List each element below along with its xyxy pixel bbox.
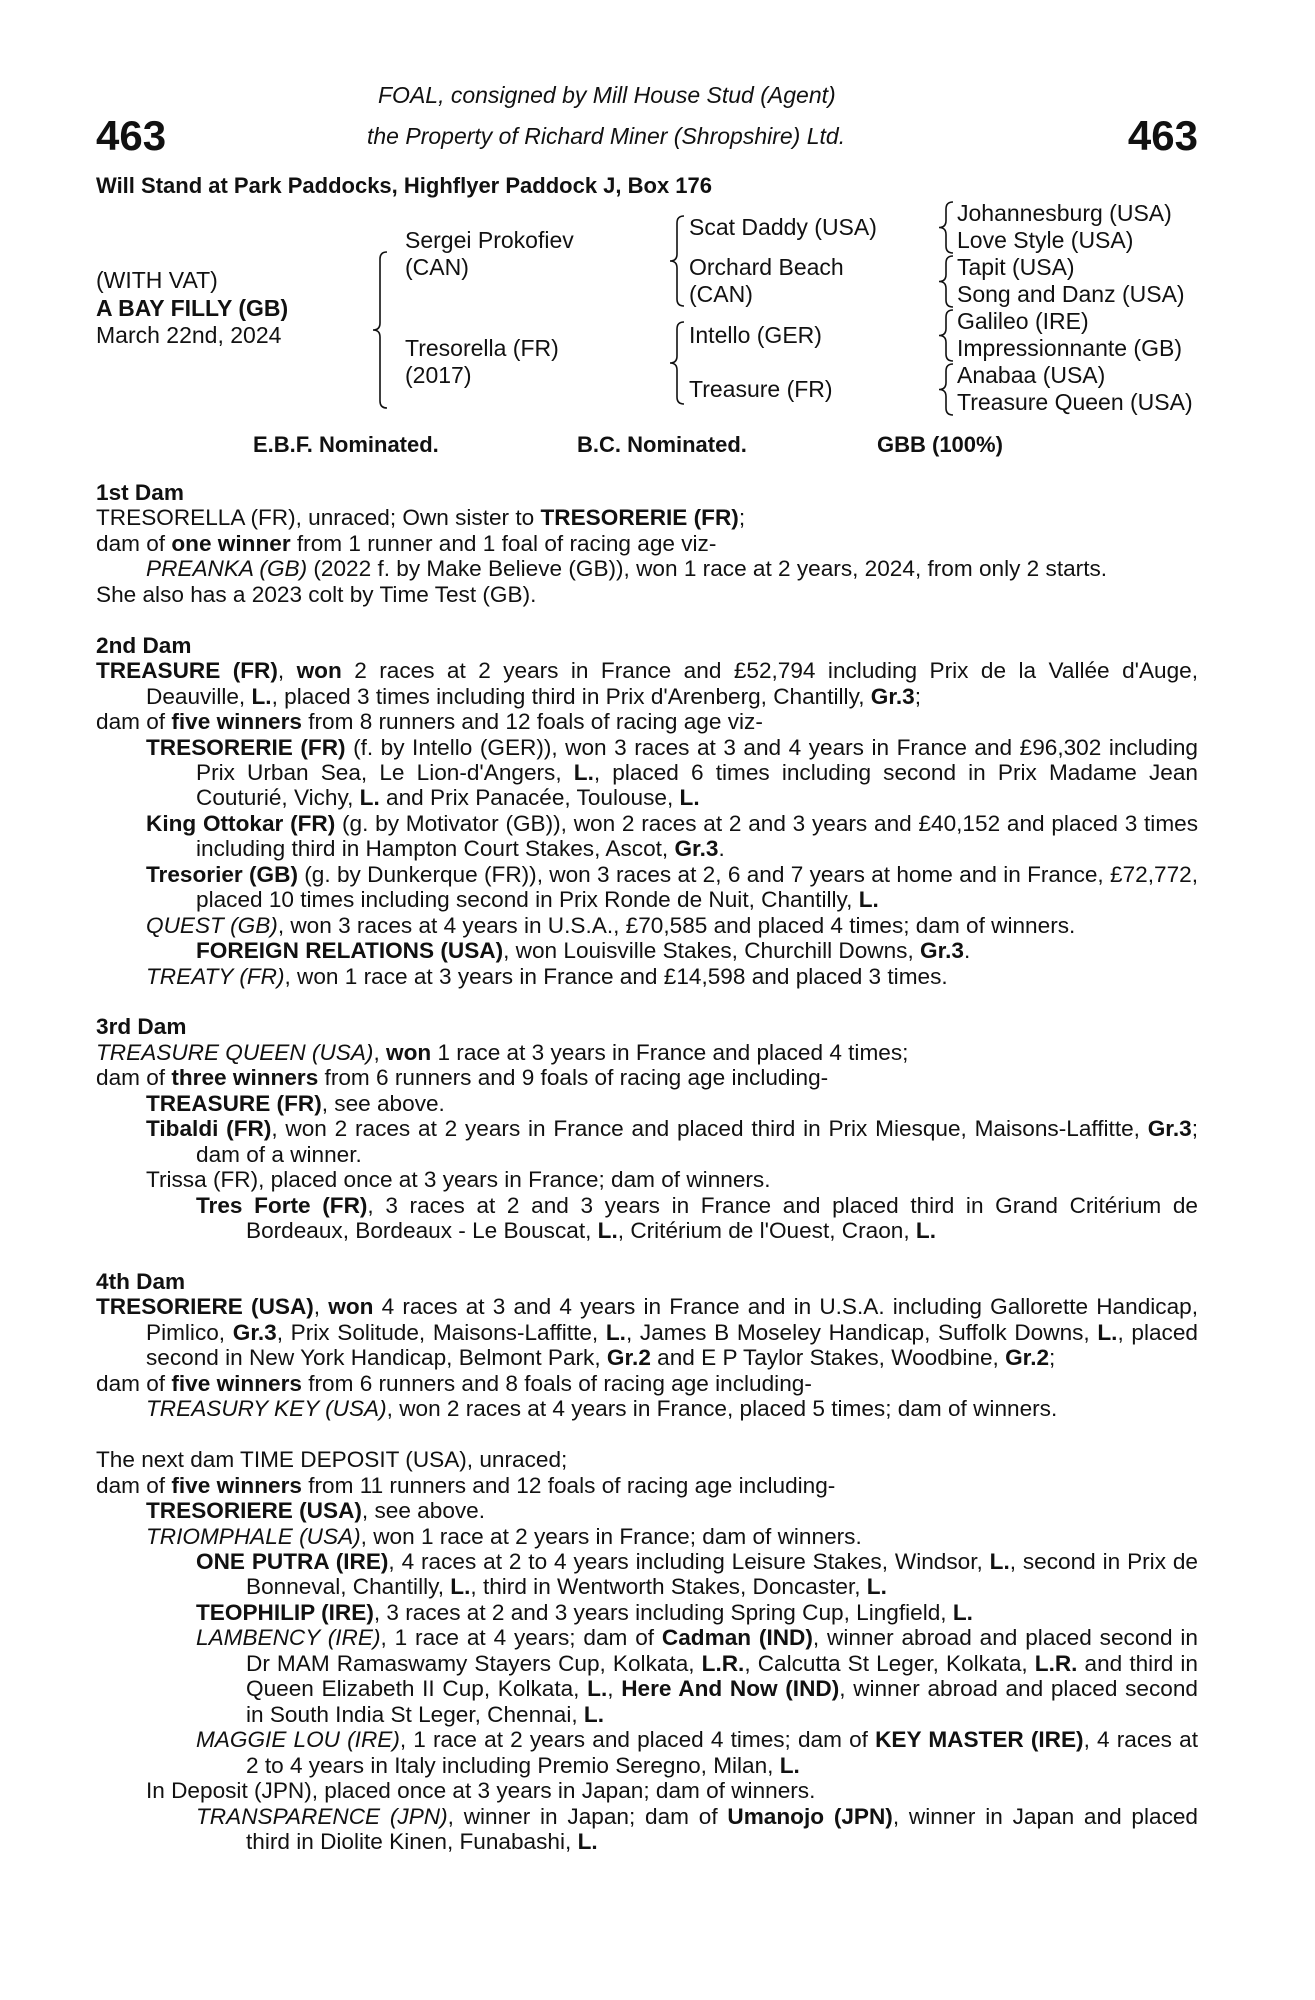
stand-line: Will Stand at Park Paddocks, Highflyer Paddock J, Box 176	[96, 173, 712, 198]
pedigree-entry	[96, 913, 1198, 938]
text: , won 2 races at 2 years in France and placed third in Prix Miesque, Maisons-Laffitte,	[271, 1116, 1148, 1142]
italic-text: QUEST (GB)	[146, 912, 278, 938]
bold-text: L.	[1097, 1319, 1118, 1345]
text: , see above.	[321, 1090, 445, 1116]
pedigree-entry	[96, 1091, 1198, 1116]
bold-text: L.	[577, 1828, 598, 1854]
pedigree-entry	[96, 1040, 1198, 1065]
text: , winner abroad and placed second in Dr MAM Ramaswamy Stayers Cup, Kolkata,	[246, 1625, 1198, 1676]
horse-name: A BAY FILLY (GB)	[96, 295, 289, 321]
text: dam of	[96, 1065, 172, 1091]
bold-text: TRESORIERE (USA)	[96, 1294, 314, 1320]
dam-name: Tresorella (FR)	[405, 335, 559, 361]
property-line: the Property of Richard Miner (Shropshire) Ltd.	[367, 123, 846, 149]
pedigree-entry	[96, 1804, 1198, 1855]
foaling-date: March 22nd, 2024	[96, 322, 282, 348]
text: , placed second in New York Handicap, Belmont Park,	[146, 1319, 1198, 1371]
bold-text: L.	[597, 1218, 618, 1244]
italic-text: TRIOMPHALE (USA)	[146, 1523, 361, 1549]
pedigree-entry	[96, 1065, 1198, 1090]
bold-text: TREASURE (FR)	[146, 1090, 322, 1116]
bold-text: Gr.3	[1147, 1116, 1192, 1142]
pedigree-entry	[96, 556, 1198, 581]
bold-text: KEY MASTER (IRE)	[875, 1727, 1084, 1753]
text: , James B Moseley Handicap, Suffolk Downs,	[625, 1319, 1098, 1345]
text: , won 1 race at 2 years in France; dam of winners.	[360, 1523, 862, 1549]
section-heading: 4th Dam	[96, 1269, 186, 1294]
italic-text: TREASURE QUEEN (USA)	[96, 1039, 374, 1065]
bold-text: five winners	[171, 1370, 302, 1396]
text: dam of	[96, 530, 172, 556]
dam-year: (2017)	[405, 362, 472, 388]
bold-text: Cadman (IND)	[661, 1625, 813, 1651]
gen3-6: Impressionnante (GB)	[957, 335, 1182, 361]
pedigree-entry	[96, 735, 1198, 811]
text: 2 races at 2 years in France and £52,794 including Prix de la Vallée d'Auge, Deauville,	[146, 658, 1198, 709]
bold-text: L.	[450, 1574, 471, 1600]
text: , winner in Japan and placed third in Diolite Kinen, Funabashi,	[246, 1803, 1198, 1854]
text: ; dam of a winner.	[196, 1116, 1198, 1167]
text: from 6 runners and 8 foals of racing age including-	[301, 1370, 812, 1396]
brace-icon	[939, 364, 953, 415]
pedigree-entry	[96, 658, 1198, 709]
text: She also has a 2023 colt by Time Test (GB).	[96, 581, 537, 607]
brace-icon	[373, 252, 387, 408]
text: , see above.	[361, 1498, 486, 1524]
pedigree-entry	[96, 1371, 1198, 1396]
brace-icon	[939, 310, 953, 361]
gen3-3: Tapit (USA)	[957, 254, 1075, 280]
text: ;	[1049, 1345, 1056, 1371]
bold-text: L.	[952, 1599, 973, 1625]
text: ,	[277, 658, 297, 684]
dam-sire: Intello (GER)	[689, 322, 822, 348]
pedigree-entry	[96, 1524, 1198, 1549]
text: and E P Taylor Stakes, Woodbine,	[650, 1345, 1006, 1371]
bold-text: L.	[359, 785, 380, 811]
pedigree-entry	[96, 1447, 1198, 1472]
bold-text: won	[328, 1294, 374, 1320]
text: ,	[313, 1294, 329, 1320]
bold-text: L.	[915, 1218, 936, 1244]
bold-text: Tibaldi (FR)	[146, 1116, 272, 1142]
bold-text: TRESORIERE (USA)	[146, 1498, 362, 1524]
text: , won Louisville Stakes, Churchill Downs,	[503, 938, 921, 964]
pedigree-entry	[96, 709, 1198, 734]
sire-dam-country: (CAN)	[689, 281, 753, 307]
bold-text: TRESORERIE (FR)	[540, 505, 739, 531]
bold-text: TREASURE (FR)	[96, 658, 278, 684]
text: dam of	[96, 1472, 172, 1498]
text: , 4 races at 2 to 4 years in Italy including Premio Seregno, Milan,	[246, 1727, 1198, 1778]
pedigree-braces	[0, 0, 1315, 460]
italic-text: TREATY (FR)	[146, 963, 285, 989]
vat-note: (WITH VAT)	[96, 267, 218, 293]
text: TRESORELLA (FR), unraced; Own sister to	[96, 505, 541, 531]
bold-text: five winners	[171, 709, 302, 735]
bold-text: Gr.3	[870, 683, 915, 709]
italic-text: PREANKA (GB)	[146, 556, 308, 582]
text: , second in Prix de Bonneval, Chantilly,	[246, 1548, 1199, 1600]
dam-section	[96, 1447, 1198, 1854]
gen3-4: Song and Danz (USA)	[957, 281, 1185, 307]
text: (2022 f. by Make Believe (GB)), won 1 race at 2 years, 2024, from only 2 starts.	[307, 556, 1108, 582]
italic-text: MAGGIE LOU (IRE)	[196, 1727, 400, 1753]
text: (f. by Intello (GER)), won 3 races at 3 and 4 years in France and £96,302 including Prix Urban Sea, Le Lion-d'Angers,	[196, 734, 1198, 785]
gbb-rating: GBB (100%)	[877, 432, 1003, 457]
bold-text: TEOPHILIP (IRE)	[196, 1599, 374, 1625]
pedigree-entry	[96, 1294, 1198, 1370]
bold-text: Umanojo (JPN)	[727, 1803, 893, 1829]
text: , won 1 race at 3 years in France and £14,598 and placed 3 times.	[284, 963, 948, 989]
text: 4 races at 3 and 4 years in France and in U.S.A. including Gallorette Handicap, Pimlico,	[146, 1294, 1198, 1345]
text: ;	[914, 683, 921, 709]
bold-text: L.	[251, 683, 272, 709]
bold-text: L.	[858, 887, 879, 913]
consignor-line: FOAL, consigned by Mill House Stud (Agent)	[378, 82, 836, 108]
ebf-nomination: E.B.F. Nominated.	[253, 432, 439, 457]
pedigree-entry	[96, 964, 1198, 989]
section-heading: 2nd Dam	[96, 632, 192, 658]
bold-text: five winners	[171, 1472, 302, 1498]
italic-text: TREASURY KEY (USA)	[146, 1396, 387, 1422]
text: from 1 runner and 1 foal of racing age viz-	[290, 530, 717, 556]
pedigree-entry	[96, 582, 1198, 607]
sire-country: (CAN)	[405, 254, 469, 280]
section-heading: 3rd Dam	[96, 1014, 187, 1040]
pedigree-entry	[96, 1167, 1198, 1192]
text: .	[963, 938, 971, 964]
dam-section	[96, 1014, 1198, 1243]
text: and Prix Panacée, Toulouse,	[379, 785, 680, 811]
text: The next dam TIME DEPOSIT (USA), unraced;	[96, 1447, 568, 1473]
bold-text: L.	[679, 785, 700, 811]
bold-text: L.R.	[1034, 1650, 1078, 1676]
text: , won 3 races at 4 years in U.S.A., £70,585 and placed 4 times; dam of winners.	[277, 912, 1076, 938]
text: from 6 runners and 9 foals of racing age including-	[318, 1065, 829, 1091]
text: , Critérium de l'Ouest, Craon,	[617, 1218, 916, 1244]
text: 1 race at 3 years in France and placed 4 times;	[431, 1039, 909, 1065]
dam-section	[96, 480, 1198, 607]
text: from 8 runners and 12 foals of racing age viz-	[301, 709, 763, 735]
text: ,	[373, 1039, 386, 1065]
bold-text: King Ottokar (FR)	[146, 810, 336, 836]
text: , 4 races at 2 to 4 years including Leisure Stakes, Windsor,	[388, 1548, 990, 1574]
bold-text: Tresorier (GB)	[146, 861, 298, 887]
sire-name: Sergei Prokofiev	[405, 227, 574, 253]
dam-section	[96, 1269, 1198, 1422]
pedigree-entry	[96, 505, 1198, 530]
brace-icon	[939, 202, 953, 253]
bold-text: one winner	[171, 530, 291, 556]
gen3-8: Treasure Queen (USA)	[957, 389, 1193, 415]
pedigree-entry	[96, 531, 1198, 556]
bold-text: ONE PUTRA (IRE)	[196, 1548, 389, 1574]
text: , winner abroad and placed second in South India St Leger, Chennai,	[246, 1676, 1198, 1727]
text: , placed 3 times including third in Prix d'Arenberg, Chantilly,	[271, 683, 871, 709]
pedigree-entry	[96, 1193, 1198, 1244]
text: , winner in Japan; dam of	[447, 1803, 728, 1829]
text: .	[718, 836, 725, 862]
text: ,	[607, 1676, 622, 1702]
gen3-5: Galileo (IRE)	[957, 308, 1089, 334]
italic-text: LAMBENCY (IRE)	[196, 1625, 381, 1651]
pedigree-entry	[96, 1727, 1198, 1778]
bold-text: TRESORERIE (FR)	[146, 734, 346, 760]
pedigree-entry	[96, 1116, 1198, 1167]
text: ;	[738, 505, 746, 531]
pedigree-entry	[96, 1396, 1198, 1421]
text: Trissa (FR), placed once at 3 years in France; dam of winners.	[146, 1167, 771, 1193]
text: , placed 6 times including second in Prix Madame Jean Couturié, Vichy,	[196, 759, 1198, 811]
text: dam of	[96, 709, 172, 735]
bold-text: Tres Forte (FR)	[196, 1192, 368, 1218]
bold-text: L.	[989, 1548, 1010, 1574]
bold-text: Here And Now (IND)	[621, 1676, 840, 1702]
text: In Deposit (JPN), placed once at 3 years in Japan; dam of winners.	[146, 1778, 816, 1804]
bold-text: Gr.2	[1005, 1345, 1050, 1371]
bold-text: three winners	[171, 1065, 319, 1091]
dam-dam: Treasure (FR)	[689, 376, 833, 402]
bold-text: Gr.3	[232, 1319, 277, 1345]
text: , Prix Solitude, Maisons-Laffitte,	[276, 1319, 606, 1345]
pedigree-entry	[96, 1549, 1198, 1600]
bold-text: L.	[573, 759, 594, 785]
bold-text: won	[296, 658, 342, 684]
brace-icon	[670, 216, 684, 306]
bold-text: Gr.3	[920, 938, 964, 964]
bold-text: L.	[866, 1574, 887, 1600]
bc-nomination: B.C. Nominated.	[577, 432, 747, 457]
sire-sire: Scat Daddy (USA)	[689, 214, 877, 240]
italic-text: TRANSPARENCE (JPN)	[196, 1803, 448, 1829]
catalogue-body	[96, 480, 1198, 1880]
text: (g. by Dunkerque (FR)), won 3 races at 2, 6 and 7 years at home and in France, £72,772, placed 10 times including second in Prix Ronde de Nuit, Chantilly,	[196, 861, 1198, 913]
bold-text: L.	[583, 1701, 604, 1727]
pedigree-entry	[96, 1498, 1198, 1523]
pedigree-entry	[96, 938, 1198, 963]
lot-number-left: 463	[96, 112, 167, 159]
text: , 3 races at 2 and 3 years in France and placed third in Grand Critérium de Bordeaux, Bordeaux - Le Bouscat,	[246, 1192, 1198, 1244]
gen3-1: Johannesburg (USA)	[957, 200, 1172, 226]
bold-text: L.	[587, 1676, 608, 1702]
gen3-2: Love Style (USA)	[957, 227, 1134, 253]
bold-text: FOREIGN RELATIONS (USA)	[196, 938, 504, 964]
dam-section	[96, 633, 1198, 989]
text: , 1 race at 2 years and placed 4 times; dam of	[399, 1727, 876, 1753]
pedigree-entry	[96, 1473, 1198, 1498]
text: from 11 runners and 12 foals of racing age including-	[301, 1472, 836, 1498]
text: , Calcutta St Leger, Kolkata,	[744, 1650, 1035, 1676]
gen3-7: Anabaa (USA)	[957, 362, 1106, 388]
bold-text: L.	[605, 1319, 626, 1345]
bold-text: won	[386, 1039, 432, 1065]
pedigree-entry	[96, 1600, 1198, 1625]
pedigree-entry	[96, 862, 1198, 913]
brace-icon	[670, 322, 684, 404]
text: , third in Wentworth Stakes, Doncaster,	[470, 1574, 867, 1600]
text: , won 2 races at 4 years in France, placed 5 times; dam of winners.	[386, 1396, 1058, 1422]
pedigree-entry	[96, 811, 1198, 862]
pedigree-entry	[96, 1625, 1198, 1727]
bold-text: L.R.	[701, 1650, 745, 1676]
bold-text: L.	[779, 1752, 800, 1778]
lot-number-right: 463	[1127, 112, 1198, 159]
sire-dam-name: Orchard Beach	[689, 254, 844, 280]
text: , 1 race at 4 years; dam of	[380, 1625, 662, 1651]
bold-text: Gr.2	[606, 1345, 651, 1371]
text: , 3 races at 2 and 3 years including Spring Cup, Lingfield,	[373, 1599, 953, 1625]
pedigree-entry	[96, 1778, 1198, 1803]
bold-text: Gr.3	[674, 836, 719, 862]
text: dam of	[96, 1370, 172, 1396]
text: and third in Queen Elizabeth II Cup, Kolkata,	[246, 1650, 1198, 1702]
text: (g. by Motivator (GB)), won 2 races at 2 and 3 years and £40,152 and placed 3 times including third in Hampton Court Stakes, Ascot,	[196, 810, 1199, 862]
section-heading: 1st Dam	[96, 480, 184, 505]
brace-icon	[939, 256, 953, 307]
